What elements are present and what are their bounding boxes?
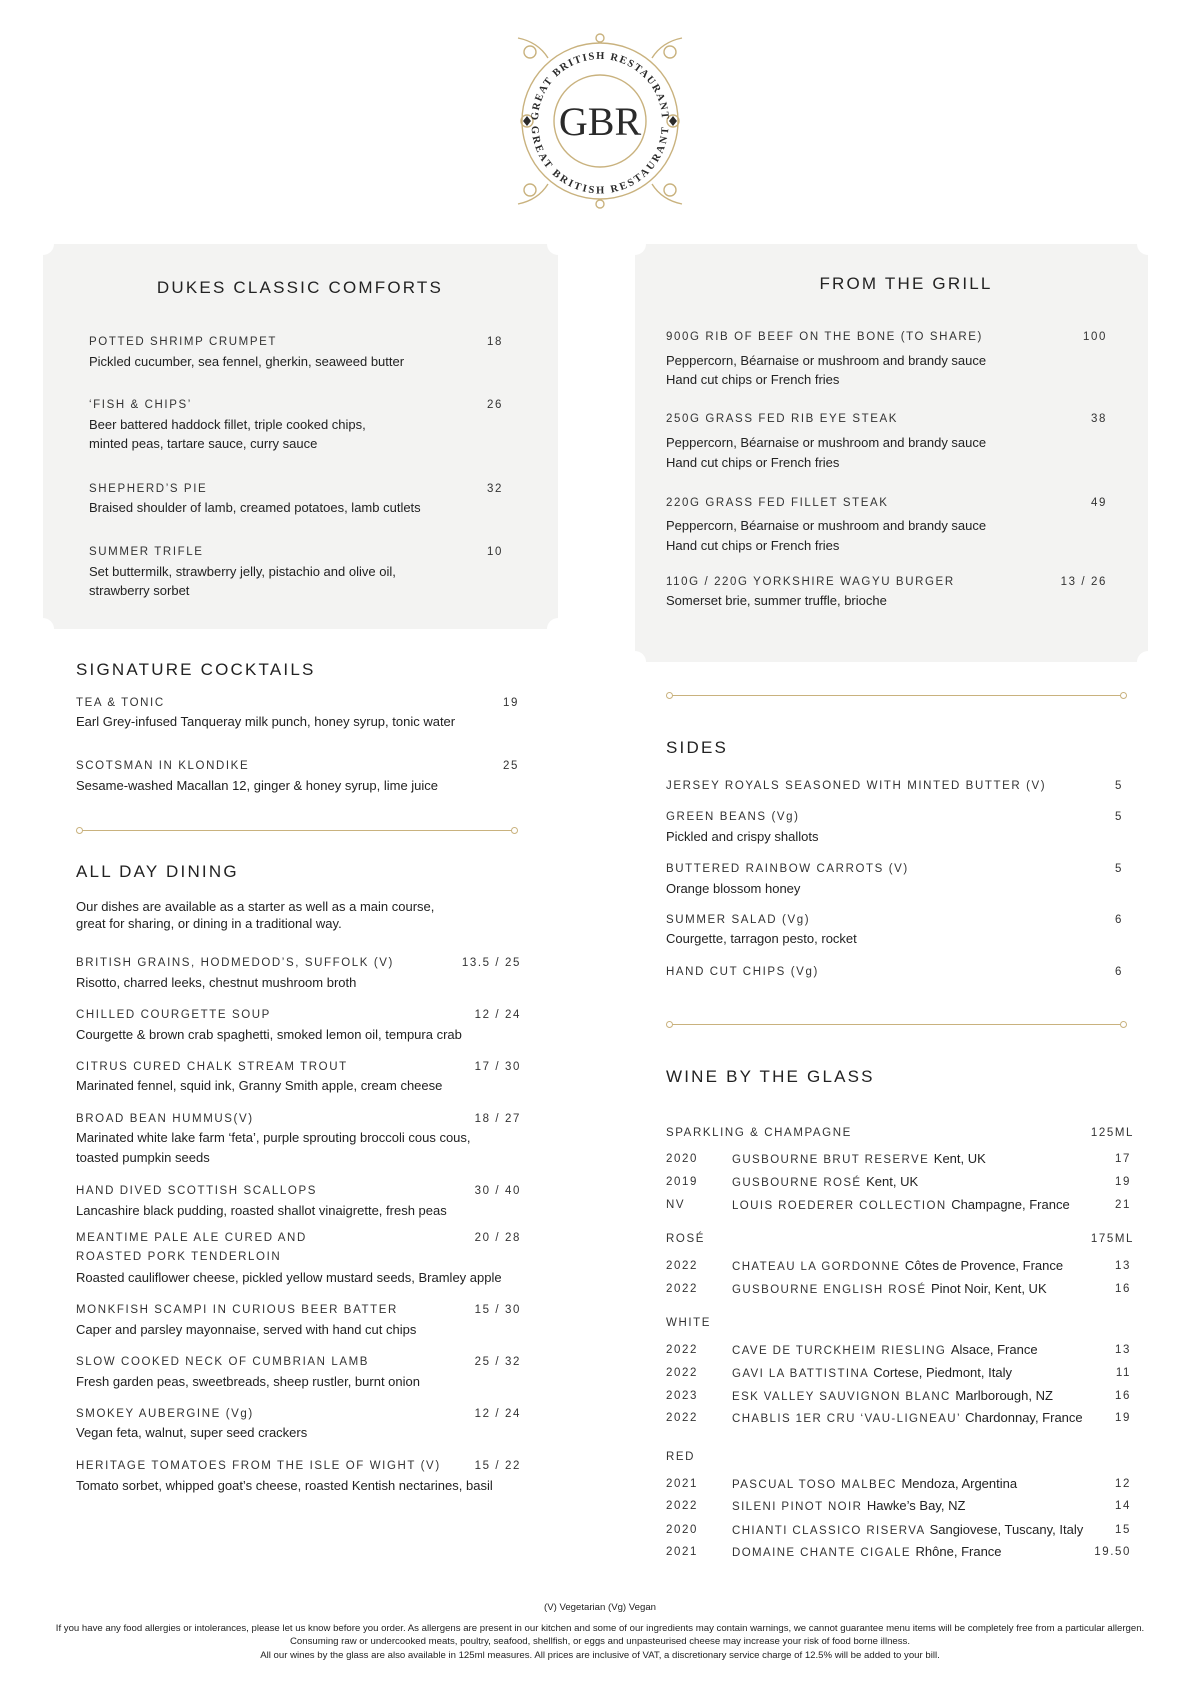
wine-region: Cortese, Piedmont, Italy <box>873 1365 1012 1380</box>
menu-item-price: 18 / 27 <box>474 1113 521 1125</box>
menu-item-name: HAND DIVED SCOTTISH SCALLOPS <box>76 1185 317 1197</box>
logo-ring-text-bottom: GREAT BRITISH RESTAURANT <box>528 125 672 197</box>
wine-price: 19 <box>1115 1176 1131 1188</box>
menu-item-name: SHEPHERD’S PIE <box>89 483 208 495</box>
menu-item-description: Orange blossom honey <box>666 881 801 896</box>
section-title-wine: WINE BY THE GLASS <box>666 1067 875 1086</box>
menu-item-description: Courgette, tarragon pesto, rocket <box>666 931 857 946</box>
wine-year: 2022 <box>666 1367 698 1379</box>
wine-region: Alsace, France <box>950 1342 1038 1357</box>
wine-group-label: ROSÉ <box>666 1233 705 1245</box>
wine-group-label: WHITE <box>666 1317 712 1329</box>
wine-year: 2023 <box>666 1390 698 1402</box>
menu-item-price: 13.5 / 25 <box>461 957 521 969</box>
menu-item-name: JERSEY ROYALS SEASONED WITH MINTED BUTTER (V) <box>666 780 1047 792</box>
wine-producer: GUSBOURNE ENGLISH ROSÉ <box>732 1284 927 1296</box>
section-title-cocktails: SIGNATURE COCKTAILS <box>76 660 316 679</box>
section-title-all-day-dining: ALL DAY DINING <box>76 862 239 881</box>
wine-producer: CHATEAU LA GORDONNE <box>732 1261 901 1273</box>
wine-name <box>732 1196 1070 1214</box>
wine-price: 14 <box>1115 1500 1131 1512</box>
wine-price: 16 <box>1115 1283 1131 1295</box>
menu-item-price: 38 <box>1091 413 1107 425</box>
wine-group-label: SPARKLING & CHAMPAGNE <box>666 1127 852 1139</box>
wine-name <box>732 1364 1012 1382</box>
wine-region: Kent, UK <box>866 1174 919 1189</box>
menu-item-name: ROASTED PORK TENDERLOIN <box>76 1251 282 1263</box>
wine-year: 2021 <box>666 1478 698 1490</box>
wine-price: 19.50 <box>1094 1546 1131 1558</box>
wine-price: 12 <box>1115 1478 1131 1490</box>
menu-item-description: strawberry sorbet <box>89 583 190 598</box>
section-title-classic-comforts: DUKES CLASSIC COMFORTS <box>156 278 444 297</box>
menu-item-description: Caper and parsley mayonnaise, served with hand cut chips <box>76 1322 417 1337</box>
menu-item-description: Roasted cauliflower cheese, pickled yellow mustard seeds, Bramley apple <box>76 1270 502 1285</box>
section-intro: great for sharing, or dining in a traditional way. <box>76 916 342 931</box>
wine-price: 21 <box>1115 1199 1131 1211</box>
wine-region: Mendoza, Argentina <box>901 1476 1018 1491</box>
menu-item-description: Braised shoulder of lamb, creamed potatoes, lamb cutlets <box>89 500 421 515</box>
section-divider <box>672 1024 1121 1025</box>
wine-name <box>732 1387 1053 1405</box>
menu-item-price: 25 <box>503 760 519 772</box>
section-divider <box>672 695 1121 696</box>
menu-item-name: SCOTSMAN IN KLONDIKE <box>76 760 250 772</box>
menu-item-description: Beer battered haddock fillet, triple cooked chips, <box>89 417 366 432</box>
wine-price: 13 <box>1115 1260 1131 1272</box>
menu-item-name: CHILLED COURGETTE SOUP <box>76 1009 271 1021</box>
menu-item-description: Lancashire black pudding, roasted shallot vinaigrette, fresh peas <box>76 1203 447 1218</box>
wine-region: Marlborough, NZ <box>955 1388 1053 1403</box>
menu-item-description: Somerset brie, summer truffle, brioche <box>666 593 887 608</box>
allergen-notice: If you have any food allergies or intolerances, please let us know before you order. As allergens are present in our kitchen and some of our ingredients may contain warnings, we cannot guarantee menu items will be completely free from a particular allergen. <box>55 1623 1145 1634</box>
wine-price: 15 <box>1115 1524 1131 1536</box>
wine-name <box>732 1173 918 1191</box>
wine-year: 2020 <box>666 1524 698 1536</box>
wine-name <box>732 1543 1002 1561</box>
wine-name <box>732 1341 1038 1359</box>
wine-year: 2022 <box>666 1260 698 1272</box>
menu-item-name: MEANTIME PALE ALE CURED AND <box>76 1232 307 1244</box>
menu-item-price: 13 / 26 <box>1060 576 1107 588</box>
menu-item-name: TEA & TONIC <box>76 697 165 709</box>
menu-item-description: Courgette & brown crab spaghetti, smoked lemon oil, tempura crab <box>76 1027 462 1042</box>
menu-item-description: Earl Grey-infused Tanqueray milk punch, honey syrup, tonic water <box>76 714 456 729</box>
wine-name <box>732 1280 1047 1298</box>
menu-item-price: 100 <box>1083 331 1107 343</box>
menu-item-price: 6 <box>1115 914 1123 926</box>
logo-monogram: GBR <box>558 99 642 144</box>
menu-item-name: GREEN BEANS (Vg) <box>666 811 800 823</box>
wine-price: 17 <box>1115 1153 1131 1165</box>
wine-region: Champagne, France <box>951 1197 1070 1212</box>
menu-item-price: 19 <box>503 697 519 709</box>
wine-name <box>732 1475 1017 1493</box>
menu-item-description: Fresh garden peas, sweetbreads, sheep rustler, burnt onion <box>76 1374 420 1389</box>
dietary-legend: (V) Vegetarian (Vg) Vegan <box>544 1602 656 1613</box>
wine-region: Pinot Noir, Kent, UK <box>931 1281 1047 1296</box>
wine-year: 2021 <box>666 1546 698 1558</box>
menu-item-description: Pickled cucumber, sea fennel, gherkin, seaweed butter <box>89 354 405 369</box>
menu-item-name: HERITAGE TOMATOES FROM THE ISLE OF WIGHT (V) <box>76 1460 441 1472</box>
wine-region: Sangiovese, Tuscany, Italy <box>929 1522 1084 1537</box>
menu-item-description: minted peas, tartare sauce, curry sauce <box>89 436 318 451</box>
wine-year: 2019 <box>666 1176 698 1188</box>
menu-item-price: 17 / 30 <box>474 1061 521 1073</box>
wine-producer: CAVE DE TURCKHEIM RIESLING <box>732 1345 947 1357</box>
menu-item-description: Set buttermilk, strawberry jelly, pistachio and olive oil, <box>89 564 396 579</box>
menu-item-name: BUTTERED RAINBOW CARROTS (V) <box>666 863 909 875</box>
wine-year: NV <box>666 1199 686 1211</box>
menu-item-description: Sesame-washed Macallan 12, ginger & honey syrup, lime juice <box>76 778 439 793</box>
menu-item-description: toasted pumpkin seeds <box>76 1150 210 1165</box>
menu-item-price: 6 <box>1115 966 1123 978</box>
menu-item-price: 15 / 22 <box>474 1460 521 1472</box>
section-intro: Our dishes are available as a starter as well as a main course, <box>76 899 435 914</box>
wine-producer: GAVI LA BATTISTINA <box>732 1368 869 1380</box>
menu-item-description: Pickled and crispy shallots <box>666 829 819 844</box>
menu-item-name: SUMMER SALAD (Vg) <box>666 914 811 926</box>
wine-measure: 175ML <box>1090 1233 1134 1245</box>
menu-item-price: 12 / 24 <box>474 1009 521 1021</box>
wine-producer: LOUIS ROEDERER COLLECTION <box>732 1200 947 1212</box>
wine-producer: GUSBOURNE BRUT RESERVE <box>732 1154 930 1166</box>
menu-item-description: Peppercorn, Béarnaise or mushroom and brandy sauce <box>666 518 987 533</box>
menu-item-description: Peppercorn, Béarnaise or mushroom and brandy sauce <box>666 435 987 450</box>
wine-producer: GUSBOURNE ROSÉ <box>732 1177 862 1189</box>
wine-region: Côtes de Provence, France <box>904 1258 1064 1273</box>
menu-item-name: 900G RIB OF BEEF ON THE BONE (TO SHARE) <box>666 331 983 343</box>
menu-item-price: 18 <box>487 336 503 348</box>
menu-item-name: BRITISH GRAINS, HODMEDOD’S, SUFFOLK (V) <box>76 957 394 969</box>
wine-region: Rhône, France <box>915 1544 1002 1559</box>
menu-item-price: 12 / 24 <box>474 1408 521 1420</box>
menu-item-price: 5 <box>1115 863 1123 875</box>
wine-name <box>732 1257 1063 1275</box>
allergen-notice: All our wines by the glass are also available in 125ml measures. All prices are inclusive of VAT, a discretionary service charge of 12.5% will be added to your bill. <box>260 1650 940 1661</box>
menu-item-name: POTTED SHRIMP CRUMPET <box>89 336 278 348</box>
wine-producer: CHIANTI CLASSICO RISERVA <box>732 1525 925 1537</box>
wine-name <box>732 1521 1083 1539</box>
menu-item-description: Marinated white lake farm ‘feta’, purple sprouting broccoli cous cous, <box>76 1130 471 1145</box>
wine-price: 13 <box>1115 1344 1131 1356</box>
menu-item-price: 5 <box>1115 811 1123 823</box>
gbr-logo <box>510 30 690 212</box>
wine-producer: ESK VALLEY SAUVIGNON BLANC <box>732 1391 951 1403</box>
menu-item-description: Peppercorn, Béarnaise or mushroom and brandy sauce <box>666 353 987 368</box>
menu-item-price: 32 <box>487 483 503 495</box>
wine-name <box>732 1150 986 1168</box>
wine-price: 16 <box>1115 1390 1131 1402</box>
menu-item-name: MONKFISH SCAMPI IN CURIOUS BEER BATTER <box>76 1304 398 1316</box>
section-title-sides: SIDES <box>666 738 729 757</box>
wine-year: 2020 <box>666 1153 698 1165</box>
menu-item-description: Marinated fennel, squid ink, Granny Smith apple, cream cheese <box>76 1078 443 1093</box>
menu-item-price: 20 / 28 <box>474 1232 521 1244</box>
menu-item-name: HAND CUT CHIPS (Vg) <box>666 966 819 978</box>
wine-year: 2022 <box>666 1500 698 1512</box>
menu-item-name: 250G GRASS FED RIB EYE STEAK <box>666 413 899 425</box>
menu-item-description: Vegan feta, walnut, super seed crackers <box>76 1425 308 1440</box>
menu-item-price: 5 <box>1115 780 1123 792</box>
menu-item-name: ‘FISH & CHIPS’ <box>89 399 192 411</box>
menu-item-name: SUMMER TRIFLE <box>89 546 204 558</box>
allergen-notice: Consuming raw or undercooked meats, poultry, seafood, shellfish, or eggs and unpasteurised cheese may increase your risk of food borne illness. <box>289 1636 911 1647</box>
wine-region: Kent, UK <box>933 1151 986 1166</box>
menu-item-description: Tomato sorbet, whipped goat’s cheese, roasted Kentish nectarines, basil <box>76 1478 493 1493</box>
menu-item-price: 25 / 32 <box>474 1356 521 1368</box>
menu-item-description: Hand cut chips or French fries <box>666 455 840 470</box>
menu-item-description: Hand cut chips or French fries <box>666 538 840 553</box>
wine-region: Hawke’s Bay, NZ <box>866 1498 966 1513</box>
menu-item-price: 15 / 30 <box>474 1304 521 1316</box>
menu-item-price: 49 <box>1091 497 1107 509</box>
wine-name <box>732 1497 965 1515</box>
wine-producer: PASCUAL TOSO MALBEC <box>732 1479 897 1491</box>
menu-item-name: SLOW COOKED NECK OF CUMBRIAN LAMB <box>76 1356 370 1368</box>
menu-item-price: 10 <box>487 546 503 558</box>
wine-group-label: RED <box>666 1451 696 1463</box>
menu-item-price: 26 <box>487 399 503 411</box>
menu-item-description: Risotto, charred leeks, chestnut mushroom broth <box>76 975 357 990</box>
menu-item-name: 110G / 220G YORKSHIRE WAGYU BURGER <box>666 576 955 588</box>
section-title-grill: FROM THE GRILL <box>819 274 993 293</box>
wine-price: 19 <box>1115 1412 1131 1424</box>
menu-item-name: SMOKEY AUBERGINE (Vg) <box>76 1408 254 1420</box>
wine-year: 2022 <box>666 1412 698 1424</box>
menu-item-name: BROAD BEAN HUMMUS(V) <box>76 1113 254 1125</box>
menu-item-name: CITRUS CURED CHALK STREAM TROUT <box>76 1061 348 1073</box>
wine-producer: SILENI PINOT NOIR <box>732 1501 863 1513</box>
wine-name <box>732 1409 1083 1427</box>
wine-producer: DOMAINE CHANTE CIGALE <box>732 1547 911 1559</box>
wine-measure: 125ML <box>1090 1127 1134 1139</box>
wine-producer: CHABLIS 1ER CRU ‘VAU-LIGNEAU’ <box>732 1413 961 1425</box>
menu-item-name: 220G GRASS FED FILLET STEAK <box>666 497 889 509</box>
menu-item-description: Hand cut chips or French fries <box>666 372 840 387</box>
logo-ring-text-top: GREAT BRITISH RESTAURANT <box>529 50 671 121</box>
section-divider <box>82 830 512 831</box>
menu-item-price: 30 / 40 <box>474 1185 521 1197</box>
wine-price: 11 <box>1115 1367 1131 1379</box>
wine-year: 2022 <box>666 1344 698 1356</box>
wine-region: Chardonnay, France <box>965 1410 1083 1425</box>
wine-year: 2022 <box>666 1283 698 1295</box>
